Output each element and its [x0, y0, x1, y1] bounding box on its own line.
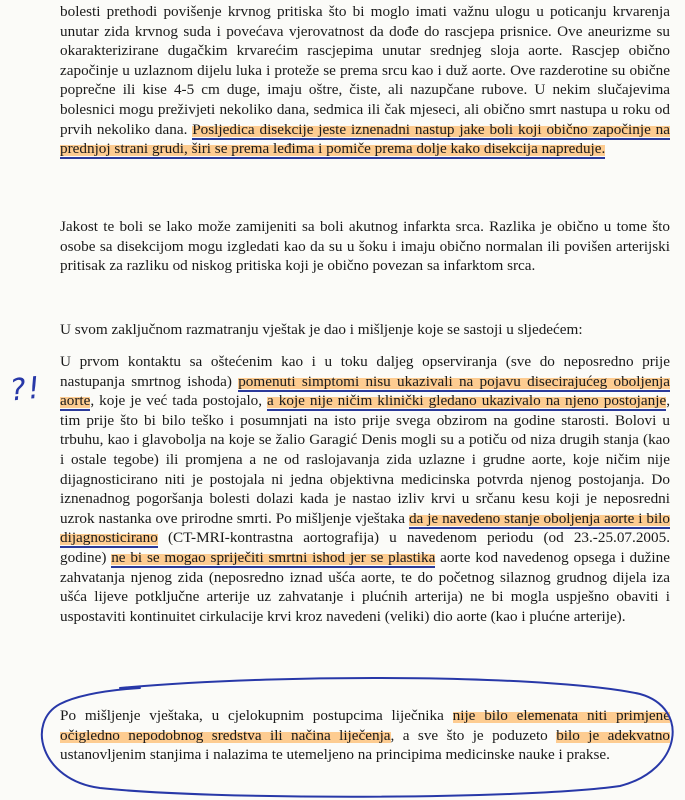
paragraph-4-text-2: , koje je već tada postojalo, — [90, 392, 268, 410]
paragraph-4-highlight-3: da je navedeno stanje oboljenja aorte i bilo dijagnosticirano — [60, 509, 670, 547]
paragraph-4-highlight-1: pomenuti simptomi nisu ukazivali na pojavu disecirajućeg oboljenja aorte — [60, 372, 670, 410]
paragraph-5-highlight-1: nije bilo elemenata niti primjene očigledno nepodobnog sredstva ili načina liječenja — [60, 707, 670, 744]
paragraph-expert-conclusion — [60, 706, 670, 765]
paragraph-4-text-1: U prvom kontaktu sa oštećenim kao i u toku daljeg opserviranja (sve do neposredno prije nastupanja smrtnog ishoda) — [60, 353, 670, 390]
paragraph-1-text: bolesti prethodi povišenje krvnog pritiska što bi moglo imati važnu ulogu u poticanju krvarenja unutar zida krvnog suda i povećava vjerovatnost da dođe do rascjepa prisnice. Ove aneurizme su okarakterizirane dugačkim krvarećim rascjepima unutar srednjeg sloja aorte. Rascjep obično započinje u uzlaznom dijelu luka i proteže se prema srcu kao i duž aorte. Ove razderotine su obične poprečne ili kise 4-5 cm duge, imaju oštre, čiste, ali nazupčane rubove. U nekim slučajevima bolesnici mogu preživjeti nekoliko dana, sedmica ili čak mjeseci, ali obično smrt nastupa u roku od prvih nekoliko dana. — [60, 3, 670, 138]
paragraph-pain-comparison: Jakost te boli se lako može zamijeniti sa boli akutnog infarkta srca. Razlika je obično u tome što osobe sa disekcijom mogu izgledati kao da su u šoku i imaju obično normalan ili povišen arterijski pritisak za razliku od niskog pritiska koji je obično povezan sa infarktom srca. — [60, 218, 670, 275]
paragraph-expert-opinion — [60, 352, 670, 626]
paragraph-5-text-2: , a sve što je poduzeto — [390, 726, 557, 744]
paragraph-5-text-3: ustanovljenim stanjima i nalazima te utemeljeno na principima medicinske nauke i prakse. — [60, 746, 610, 764]
paragraph-5-text-1: Po mišljenje vještaka, u cjelokupnim postupcima liječnika — [60, 707, 453, 724]
paragraph-4-text-3: , tim prije što bi bilo teško i posumnjati na isto prije svega obzirom na godine starosti. Bolovi u trbuhu, kao i glavobolja na koje se žalio Garagić Denis mogli su a potiču od niza drugih stanja (kao i ostale tegobe) ili promjena a ne od raslojavanja zida uzlazne i grudne aorte, koje ničim nije dijagnosticirano niti je postojala ni jedna objektivna medicinska potvrda njenog postojanja. Do iznenadnog pogoršanja bolesti dolazi kada je nastao izliv krvi u srčanu kesu koji je neposredni uzrok nastanka ove prirodne smrti. Po mišljenje vještaka — [60, 392, 670, 527]
handwritten-margin-note: ?! — [8, 370, 44, 409]
paragraph-5-highlight-2: bilo je adekvatno — [556, 726, 671, 744]
paragraph-1-highlight: Posljedica disekcije jeste iznenadni nastup jake boli koji obično započinje na prednjoj strani grudi, širi se prema leđima i pomiče prema dolje kako disekcija napreduje. — [60, 120, 670, 158]
paragraph-expert-intro: U svom zaključnom razmatranju vještak je dao i mišljenje koje se sastoji u sljedećem: — [60, 321, 583, 338]
paragraph-4-highlight-2: a koje nije ničim klinički gledano ukazivalo na njeno postojanje — [267, 392, 667, 410]
paragraph-dissection-description — [60, 2, 670, 159]
paragraph-4-highlight-4: ne bi se mogao spriječiti smrtni ishod jer se plastika — [111, 548, 436, 566]
paragraph-4-text-4: (CT-MRI-kontrastna aortografija) u navedenom periodu (od 23.-25.07.2005. godine) — [60, 529, 670, 566]
paragraph-4-text-5: aorte kod navedenog opsega i dužine zahvatanja njenog zida (neposredno iznad ušća aorte, te do početnog silaznog grudnog dijela iza ušća lijeve potključne arterije uz zahvatanje i plućnih arterija) ne bi mogla uspješno obaviti i uspostaviti kontinuitet cirkulacije krvi kroz navedeni (veliki) dio aorte (kao i plućne arterije). — [60, 548, 670, 625]
